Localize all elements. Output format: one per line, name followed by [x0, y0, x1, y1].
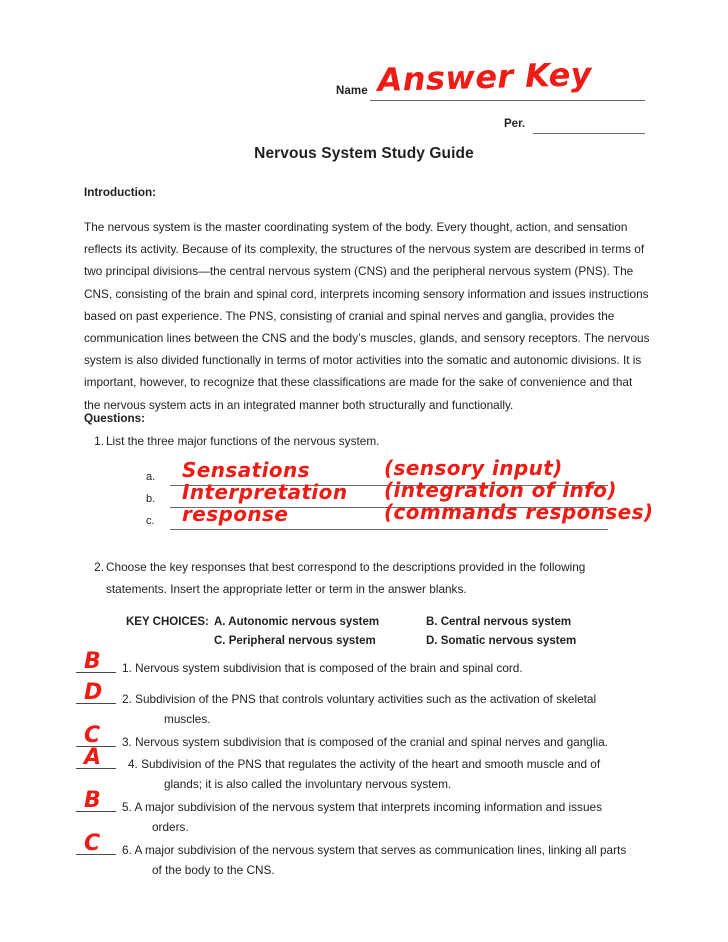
answer-item-2-handwritten: D — [84, 680, 103, 705]
name-field-row — [336, 55, 648, 106]
key-choice-c: C. Peripheral nervous system — [214, 635, 376, 647]
key-choices-row-2 — [126, 632, 646, 651]
question-1-text: List the three major functions of the nervous system. — [106, 434, 380, 448]
answer-item-4-continuation: glands; it is also called the involuntary nervous system. — [164, 777, 452, 791]
answer-blank-a-label: a. — [146, 471, 156, 483]
answer-item-4-text: 4. Subdivision of the PNS that regulates the activity of the heart and smooth muscle and of — [128, 757, 601, 771]
answer-item-3 — [76, 723, 650, 753]
answer-blank-c-line — [170, 529, 608, 530]
key-choice-b: B. Central nervous system — [426, 616, 572, 628]
answer-blank-c-note-handwritten: (commands responses) — [384, 500, 654, 524]
name-handwritten-answer: Answer Key — [377, 55, 593, 99]
answer-item-1-text: 1. Nervous system subdivision that is composed of the brain and spinal cord. — [122, 661, 523, 675]
question-2 — [94, 556, 638, 600]
answer-blank-b-handwritten: Interpretation — [182, 480, 348, 504]
name-label: Name — [336, 85, 368, 97]
answer-blank-b-label: b. — [146, 493, 156, 505]
question-2-number: 2. — [94, 560, 104, 574]
answer-blank-b-note-handwritten: (integration of info) — [384, 478, 617, 502]
question-1-answer-blanks — [146, 456, 654, 532]
answer-item-2-continuation: muscles. — [164, 712, 211, 726]
answer-item-2-text: 2. Subdivision of the PNS that controls voluntary activities such as the activation of skeletal — [122, 692, 597, 706]
questions-heading: Questions: — [84, 412, 146, 425]
answer-item-5-continuation: orders. — [152, 820, 189, 834]
answer-item-1 — [76, 649, 650, 688]
key-choice-d: D. Somatic nervous system — [426, 635, 577, 647]
period-blank-line — [533, 133, 645, 134]
answer-item-2 — [76, 680, 650, 731]
answer-item-3-handwritten: C — [84, 723, 101, 748]
answer-item-4 — [76, 745, 650, 796]
period-field-row — [336, 114, 648, 140]
answer-item-5-handwritten: B — [84, 788, 102, 813]
key-choices-block — [126, 613, 646, 651]
answer-item-5 — [76, 788, 650, 839]
answer-blank-c-handwritten: response — [182, 502, 289, 526]
name-blank-line — [370, 100, 645, 101]
answer-item-4-handwritten: A — [84, 745, 102, 770]
introduction-heading: Introduction: — [84, 186, 157, 199]
key-choice-a: A. Autonomic nervous system — [214, 616, 380, 628]
key-choices-row-1 — [126, 613, 646, 632]
question-1 — [94, 430, 646, 452]
answer-item-6-text: 6. A major subdivision of the nervous system that serves as communication lines, linking all parts — [122, 843, 627, 857]
page-title: Nervous System Study Guide — [254, 145, 474, 162]
question-2-text: Choose the key responses that best correspond to the descriptions provided in the following statements. Insert the appropriate letter or term in the answer blanks. — [106, 560, 586, 596]
introduction-paragraph: The nervous system is the master coordinating system of the body. Every thought, action, and sensation reflects its activity. Because of its complexity, the structures of the nervous system are described in terms of two principal divisions—the central nervous system (CNS) and the peripheral nervous system (PNS). The CNS, consisting of the brain and spinal cord, interprets incoming sensory information and issues instructions based on past experience. The PNS, consisting of cranial and spinal nerves and ganglia, provides the communication lines between the CNS and the body’s muscles, glands, and sensory receptors. The nervous system is also divided functionally in terms of motor activities into the somatic and autonomic divisions. It is important, however, to recognize that these classifications are made for the sake of convenience and that the nervous system acts in an integrated manner both structurally and functionally. — [84, 220, 650, 412]
answer-item-6-handwritten: C — [84, 831, 101, 856]
answer-blank-c — [146, 500, 654, 532]
answer-item-6-continuation: of the body to the CNS. — [152, 863, 275, 877]
answer-item-3-text: 3. Nervous system subdivision that is composed of the cranial and spinal nerves and ganglia. — [122, 735, 608, 749]
student-info-block — [336, 55, 648, 140]
answer-item-1-handwritten: B — [84, 649, 102, 674]
answer-blank-a-handwritten: Sensations — [182, 458, 310, 482]
answer-item-5-text: 5. A major subdivision of the nervous system that interprets incoming information and issues — [122, 800, 602, 814]
key-choices-label: KEY CHOICES: — [126, 616, 209, 628]
answer-item-6 — [76, 831, 650, 882]
answer-blank-c-label: c. — [146, 515, 155, 527]
question-1-number: 1. — [94, 434, 104, 448]
answer-blank-a-note-handwritten: (sensory input) — [384, 456, 563, 480]
period-label: Per. — [504, 118, 526, 130]
question-2-answer-list — [76, 649, 650, 883]
